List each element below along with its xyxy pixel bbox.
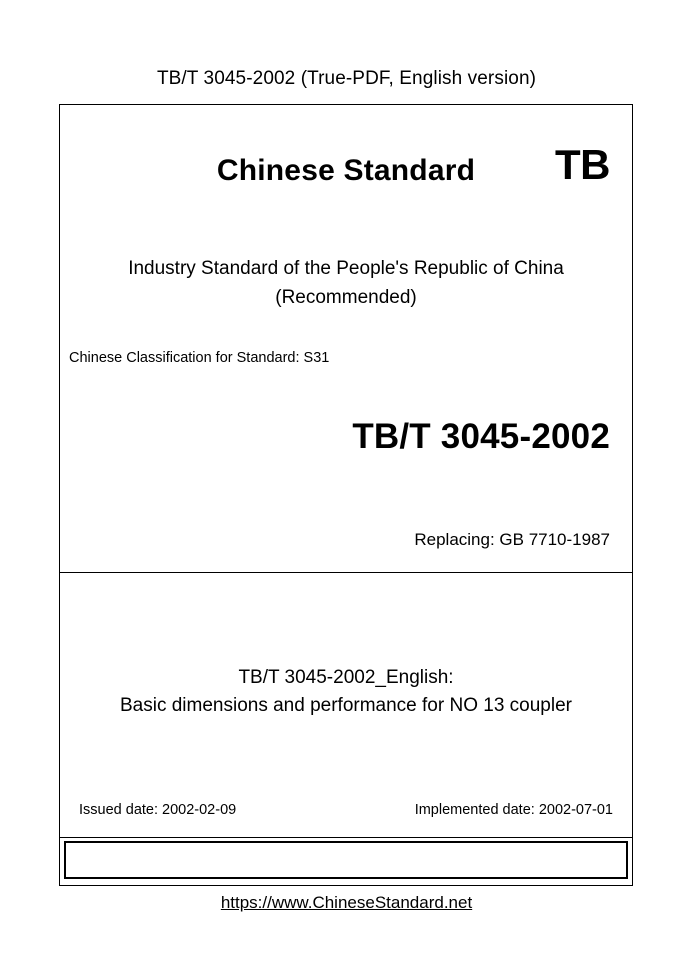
replacing-standard: Replacing: GB 7710-1987 xyxy=(414,530,610,549)
date-row xyxy=(79,802,613,818)
cover-bottom-bar xyxy=(60,837,632,882)
standard-cover-frame xyxy=(59,104,633,886)
cover-upper-section xyxy=(60,105,632,573)
industry-standard-line-2: (Recommended) xyxy=(275,287,417,308)
website-link[interactable]: https://www.ChineseStandard.net xyxy=(220,893,473,912)
implemented-date: Implemented date: 2002-07-01 xyxy=(414,802,613,818)
standard-number: TB/T 3045-2002 xyxy=(352,417,610,456)
industry-standard-line xyxy=(60,254,632,312)
cover-lower-section xyxy=(60,573,632,838)
tb-logo-icon: TB xyxy=(555,141,610,188)
english-title-line-1: TB/T 3045-2002_English: xyxy=(238,667,454,688)
document-caption: TB/T 3045-2002 (True-PDF, English version) xyxy=(156,68,537,89)
cover-bottom-bar-box xyxy=(64,841,628,879)
industry-standard-line-1: Industry Standard of the People's Republic of China xyxy=(128,258,564,279)
standard-title: Chinese Standard xyxy=(216,154,476,187)
english-title-line-2: Basic dimensions and performance for NO 13 coupler xyxy=(119,695,572,716)
english-title xyxy=(60,664,632,720)
classification-code: Chinese Classification for Standard: S31 xyxy=(69,350,330,366)
issued-date: Issued date: 2002-02-09 xyxy=(79,802,237,818)
